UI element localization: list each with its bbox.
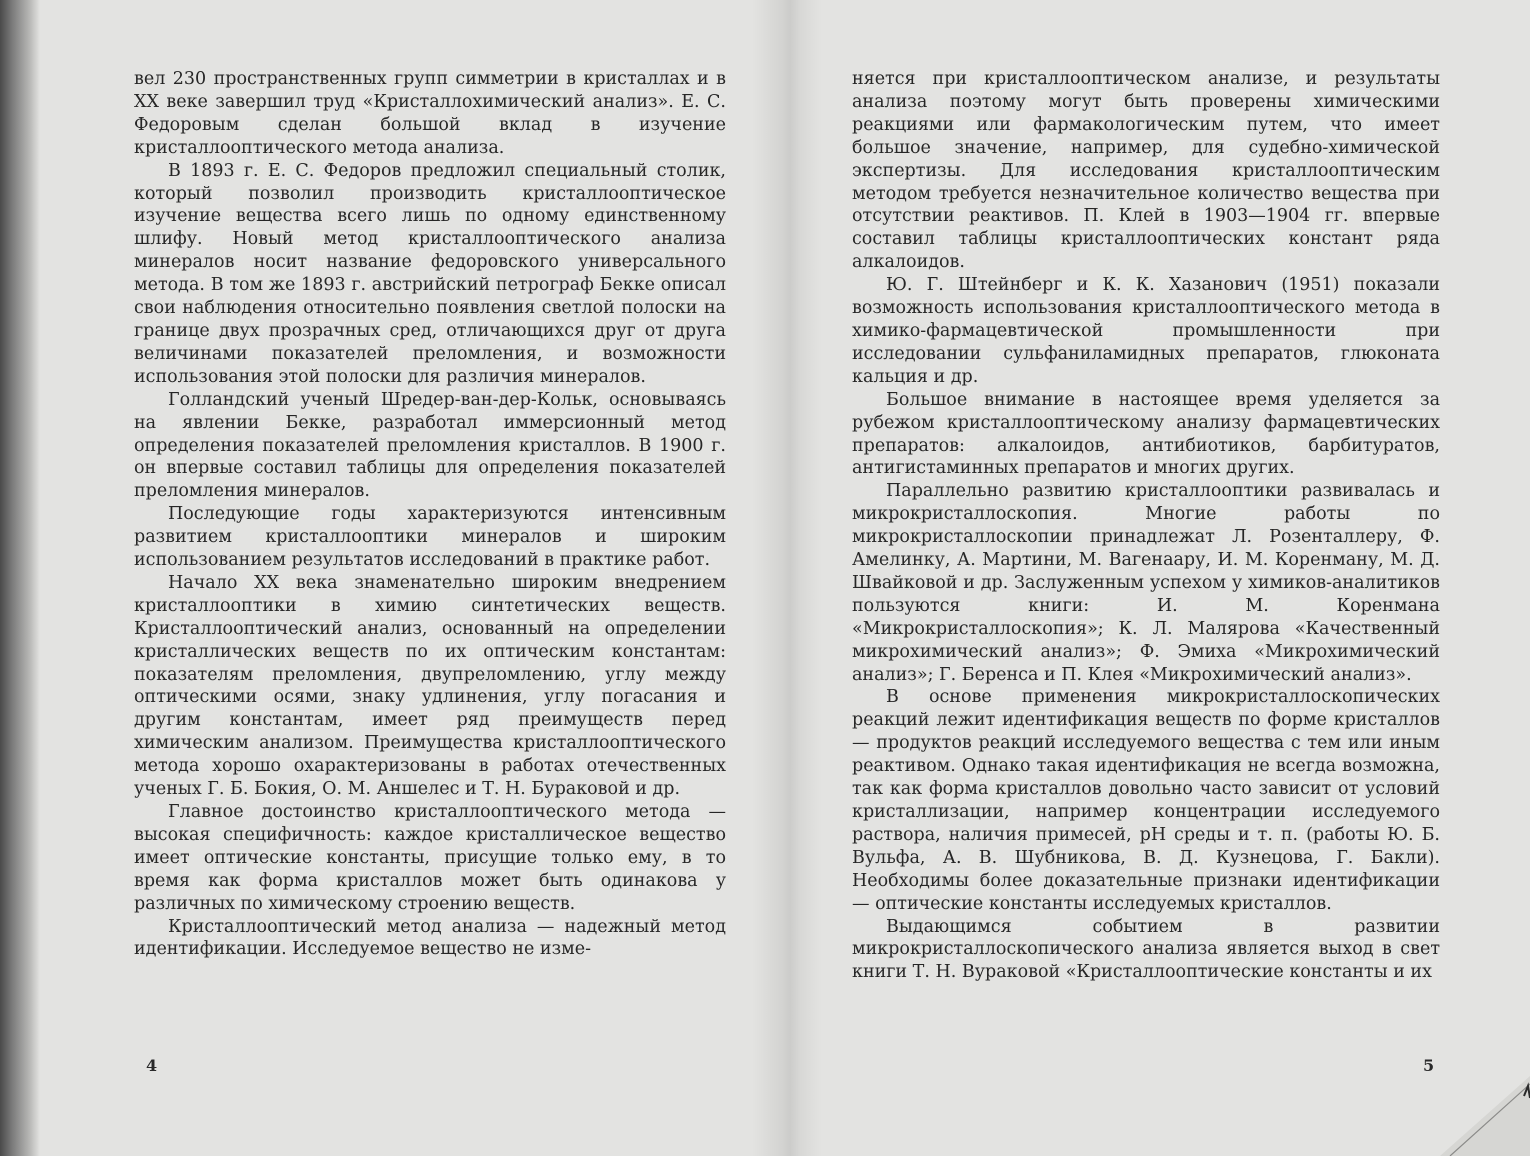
paragraph: Начало XX века знаменательно широким внедрением кристаллооптики в химию синтетических веществ. Кристаллооптический анализ, основанный на определении кристаллических веществ по их оптическим константам: показателям преломления, двупреломлению, углу между оптическими осями, знаку удлинения, углу погасания и другим константам, имеет ряд преимуществ перед химическим анализом. Преимущества кристаллооптического метода хорошо охарактеризованы в работах отечественных ученых Г. Б. Бокия, О. М. Аншелес и Т. Н. Бураковой и др. <box>134 572 726 800</box>
paragraph: Выдающимся событием в развитии микрокристаллоскопического анализа является выход в свет книги Т. Н. Вураковой «Кристаллооптические константы и их <box>852 916 1440 983</box>
paragraph: Параллельно развитию кристаллооптики развивалась и микрокристаллоскопия. Многие работы по микрокристаллоскопии принадлежат Л. Розенталлеру, Ф. Амелинку, А. Мартини, М. Вагенаару, И. М. Коренману, М. Д. Швайковой и др. Заслуженным успехом у химиков-аналитиков пользуются книги: И. М. Коренмана «Микрокристаллоскопия»; К. Л. Малярова «Качественный микрохимический анализ»; Ф. Эмиха «Микрохимический анализ»; Г. Беренса и П. Клея «Микрохимический анализ». <box>852 481 1440 685</box>
paragraph: Главное достоинство кристаллооптического метода — высокая специфичность: каждое кристаллическое вещество имеет оптические константы, присущие только ему, в то время как форма кристаллов может быть одинакова у различных по химическому строению веществ. <box>134 802 726 914</box>
paragraph: Последующие годы характеризуются интенсивным развитием кристаллооптики минералов и широким использованием результатов исследований в практике работ. <box>134 504 726 571</box>
left-page-text <box>134 68 726 961</box>
paragraph: Ю. Г. Штейнберг и К. К. Хазанович (1951) показали возможность использования кристаллооптического метода в химико-фармацевтической промышленности при исследовании сульфаниламидных препаратов, глюконата кальция и др. <box>852 275 1440 387</box>
right-page-number: 5 <box>1423 1056 1435 1075</box>
paragraph: Голландский ученый Шредер-ван-дер-Кольк, основываясь на явлении Бекке, разработал иммерсионный метод определения показателей преломления кристаллов. В 1900 г. он впервые составил таблицы для определения показателей преломления минералов. <box>134 389 726 502</box>
book-edge-shadow <box>0 0 40 1156</box>
paragraph: В основе применения микрокристаллоскопических реакций лежит идентификация веществ по форме кристаллов — продуктов реакций исследуемого вещества с тем или иным реактивом. Однако такая идентификация не всегда возможна, так как форма кристаллов довольно часто зависит от условий кристаллизации, например концентрации исследуемого раствора, наличия примесей, pH среды и т. п. (работы Ю. Б. Вульфа, А. В. Шубникова, В. Д. Кузнецова, Г. Бакли). Необходимы более доказательные признаки идентификации — оптические константы исследуемых кристаллов. <box>852 687 1440 914</box>
paragraph: Кристаллооптический метод анализа — надежный метод идентификации. Исследуемое вещество не изме- <box>134 916 726 960</box>
paragraph: вел 230 пространственных групп симметрии в кристаллах и в XX веке завершил труд «Кристаллохимический анализ». Е. С. Федоровым сделан большой вклад в изучение кристаллооптического метода анализа. <box>134 69 726 158</box>
paragraph: няется при кристаллооптическом анализе, и результаты анализа поэтому могут быть проверены химическими реакциями или фармакологическим путем, что имеет большое значение, например, для судебно-химической экспертизы. Для исследования кристаллооптическим методом требуется незначительное количество вещества при отсутствии реактивов. П. Клей в 1903—1904 гг. впервые составил таблицы кристаллооптических констант ряда алкалоидов. <box>852 69 1440 273</box>
book-gutter-shadow <box>752 0 822 1156</box>
paragraph: Большое внимание в настоящее время уделяется за рубежом кристаллооптическому анализу фармацевтических препаратов: алкалоидов, антибиотиков, барбитуратов, антигистаминных препаратов и многих других. <box>852 389 1440 479</box>
left-page-number: 4 <box>146 1056 158 1075</box>
paragraph: В 1893 г. Е. С. Федоров предложил специальный столик, который позволил производить кристаллооптическое изучение вещества всего лишь по одному единственному шлифу. Новый метод кристаллооптического анализа минералов носит название федоровского универсального метода. В том же 1893 г. австрийский петрограф Бекке описал свои наблюдения относительно появления светлой полоски на границе двух прозрачных сред, отличающихся друг от друга величинами показателей преломления, и возможности использования этой полоски для различия минералов. <box>134 160 726 387</box>
page-corner-fold <box>1420 1076 1530 1156</box>
right-page-text <box>852 68 1440 984</box>
